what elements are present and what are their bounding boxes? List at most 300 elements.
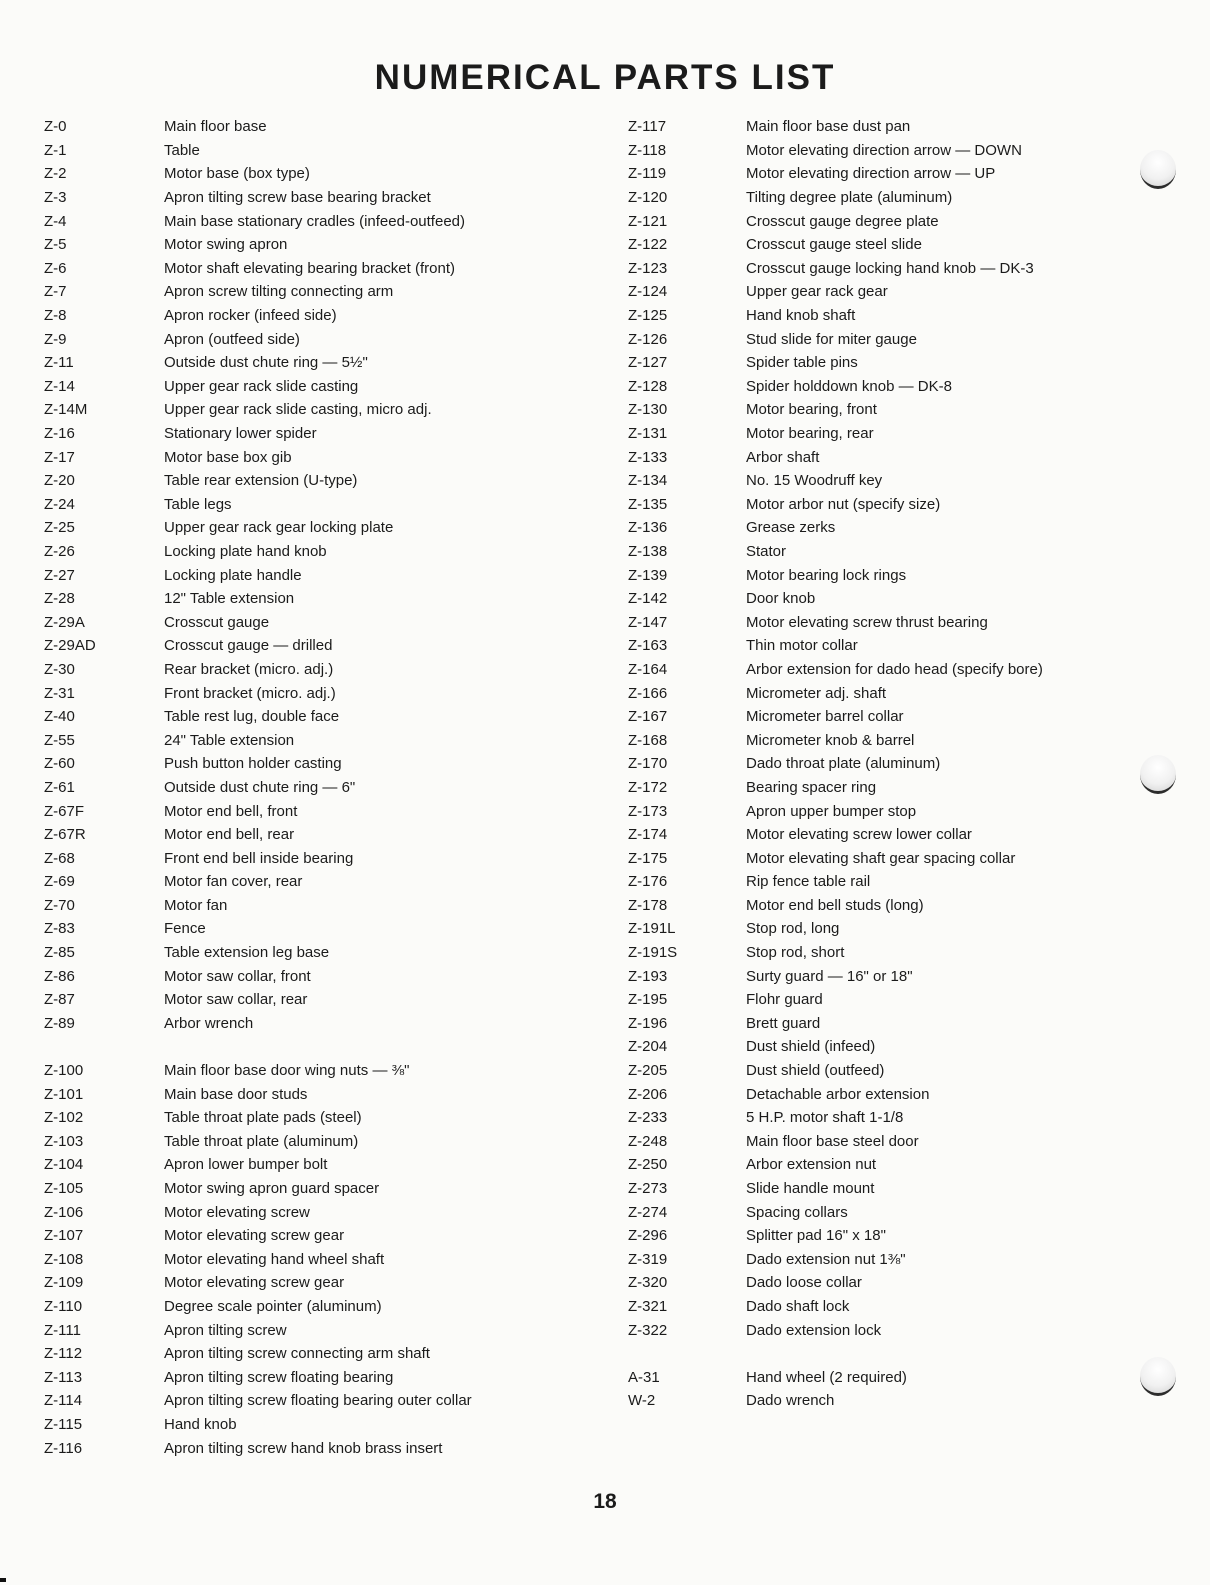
part-description: Main floor base door wing nuts — ⅜" — [164, 1062, 410, 1080]
part-number: Z-139 — [628, 566, 668, 584]
part-row — [628, 398, 1098, 422]
part-row — [44, 681, 614, 705]
part-row — [44, 728, 614, 752]
part-number: Z-4 — [44, 212, 67, 230]
page-title: NUMERICAL PARTS LIST — [374, 58, 836, 97]
part-number: Z-130 — [628, 401, 668, 419]
part-number: Z-124 — [628, 283, 668, 301]
part-number: Z-127 — [628, 354, 668, 372]
part-number: Z-83 — [44, 920, 75, 938]
part-number: Z-11 — [44, 354, 74, 372]
part-description: Table rest lug, double face — [164, 708, 340, 726]
part-description: Apron tilting screw floating bearing — [164, 1368, 394, 1386]
part-description: Motor end bell, rear — [164, 826, 295, 844]
part-row — [628, 162, 1098, 186]
part-number: Z-100 — [44, 1062, 84, 1080]
part-row — [628, 280, 1098, 304]
part-description: Upper gear rack slide casting, micro adj. — [164, 401, 432, 419]
part-row — [44, 846, 614, 870]
part-number: Z-30 — [44, 660, 75, 678]
part-description: Stationary lower spider — [164, 425, 317, 443]
part-number: Z-178 — [628, 896, 668, 914]
part-description: Brett guard — [746, 1014, 821, 1032]
part-number: Z-113 — [44, 1368, 83, 1386]
part-number: Z-1 — [44, 141, 67, 159]
binder-hole — [1140, 150, 1176, 189]
part-description: Apron rocker (infeed side) — [164, 307, 337, 325]
part-number: Z-133 — [628, 448, 668, 466]
part-number: Z-147 — [628, 613, 668, 631]
part-description: Slide handle mount — [746, 1180, 875, 1198]
part-row — [44, 422, 614, 446]
part-number: Z-320 — [628, 1274, 668, 1292]
part-description: Motor elevating direction arrow — DOWN — [746, 141, 1022, 159]
part-description: Hand wheel (2 required) — [746, 1368, 907, 1386]
part-description: Outside dust chute ring — 5½" — [164, 354, 368, 372]
part-number: Z-118 — [628, 141, 667, 159]
part-number: Z-16 — [44, 425, 75, 443]
part-row — [44, 1248, 614, 1272]
part-row — [44, 1012, 614, 1036]
part-description: Stop rod, short — [746, 944, 845, 962]
part-row — [44, 209, 614, 233]
part-description: Front bracket (micro. adj.) — [164, 684, 336, 702]
part-row — [44, 634, 614, 658]
part-number: Z-2 — [44, 165, 67, 183]
part-row — [628, 1130, 1098, 1154]
part-row — [44, 1059, 614, 1083]
part-description: Motor elevating screw thrust bearing — [746, 613, 988, 631]
part-row — [628, 941, 1098, 965]
part-description: Main floor base — [164, 118, 267, 136]
part-row — [44, 469, 614, 493]
parts-list-right-column — [628, 115, 1098, 1413]
part-number: Z-104 — [44, 1156, 84, 1174]
part-description: Motor base box gib — [164, 448, 292, 466]
part-description: Main floor base steel door — [746, 1132, 919, 1150]
scan-mark — [0, 1578, 6, 1582]
part-row — [628, 186, 1098, 210]
part-description: Crosscut gauge — [164, 613, 270, 631]
part-description: Motor base (box type) — [164, 165, 310, 183]
part-description: Main base stationary cradles (infeed-outfeed) — [164, 212, 465, 230]
part-number: A-31 — [628, 1368, 660, 1386]
part-number: Z-191L — [628, 920, 676, 938]
part-description: Outside dust chute ring — 6" — [164, 778, 356, 796]
part-number: Z-101 — [44, 1085, 84, 1103]
part-description: Motor end bell, front — [164, 802, 298, 820]
part-row — [628, 540, 1098, 564]
part-row — [628, 776, 1098, 800]
part-description: Rear bracket (micro. adj.) — [164, 660, 334, 678]
part-row — [44, 493, 614, 517]
part-row — [44, 186, 614, 210]
part-row — [628, 681, 1098, 705]
part-number: Z-0 — [44, 118, 67, 136]
part-description: Motor shaft elevating bearing bracket (front) — [164, 259, 455, 277]
part-number: Z-6 — [44, 259, 67, 277]
part-row — [628, 752, 1098, 776]
part-number: Z-167 — [628, 708, 668, 726]
part-description: Dado extension nut 1⅜" — [746, 1250, 906, 1268]
part-description: Motor bearing lock rings — [746, 566, 907, 584]
part-description: Table legs — [164, 495, 232, 513]
part-row — [44, 516, 614, 540]
part-description: Motor bearing, front — [746, 401, 877, 419]
part-number: Z-106 — [44, 1203, 84, 1221]
part-number: Z-115 — [44, 1415, 83, 1433]
part-number: Z-128 — [628, 377, 668, 395]
part-number: Z-121 — [628, 212, 668, 230]
part-row — [44, 917, 614, 941]
part-number: Z-40 — [44, 708, 75, 726]
part-row — [628, 1012, 1098, 1036]
part-description: Micrometer barrel collar — [746, 708, 904, 726]
part-description: Fence — [164, 920, 206, 938]
part-description: Table throat plate pads (steel) — [164, 1109, 362, 1127]
part-row — [628, 610, 1098, 634]
part-row — [44, 1318, 614, 1342]
part-description: Surty guard — 16" or 18" — [746, 967, 913, 985]
part-row — [44, 587, 614, 611]
part-description: Main floor base dust pan — [746, 118, 911, 136]
part-number: Z-24 — [44, 495, 75, 513]
part-number: Z-206 — [628, 1085, 668, 1103]
part-description: Motor end bell studs (long) — [746, 896, 924, 914]
part-row — [44, 375, 614, 399]
part-number: Z-61 — [44, 778, 75, 796]
part-description: Apron tilting screw hand knob brass insert — [164, 1439, 443, 1457]
part-row — [44, 1295, 614, 1319]
part-description: Arbor extension for dado head (specify bore) — [746, 660, 1043, 678]
part-row — [44, 705, 614, 729]
part-row — [628, 1177, 1098, 1201]
part-row — [628, 1200, 1098, 1224]
part-description: Spider holddown knob — DK-8 — [746, 377, 952, 395]
part-number: Z-164 — [628, 660, 668, 678]
part-number: Z-174 — [628, 826, 668, 844]
part-number: Z-322 — [628, 1321, 668, 1339]
part-row — [628, 1153, 1098, 1177]
part-number: Z-107 — [44, 1227, 84, 1245]
part-description: 12" Table extension — [164, 590, 295, 608]
part-description: Rip fence table rail — [746, 873, 871, 891]
part-description: Front end bell inside bearing — [164, 849, 354, 867]
binder-hole — [1140, 755, 1176, 794]
part-description: Apron tilting screw connecting arm shaft — [164, 1345, 430, 1363]
page-number: 18 — [593, 1490, 617, 1513]
part-row — [628, 493, 1098, 517]
part-description: Hand knob — [164, 1415, 237, 1433]
part-row — [44, 327, 614, 351]
part-row — [44, 1153, 614, 1177]
part-description: Micrometer knob & barrel — [746, 731, 915, 749]
part-row — [628, 917, 1098, 941]
part-row — [44, 1413, 614, 1437]
part-description: Motor swing apron guard spacer — [164, 1180, 380, 1198]
part-row — [628, 1389, 1098, 1413]
part-description: Spacing collars — [746, 1203, 848, 1221]
part-row — [44, 823, 614, 847]
part-description: Bearing spacer ring — [746, 778, 877, 796]
part-number: Z-114 — [44, 1392, 83, 1410]
part-row — [628, 563, 1098, 587]
part-description: Motor swing apron — [164, 236, 288, 254]
part-description: Table extension leg base — [164, 944, 330, 962]
part-description: Arbor extension nut — [746, 1156, 877, 1174]
part-description: Motor arbor nut (specify size) — [746, 495, 941, 513]
part-row — [44, 139, 614, 163]
part-number: Z-14 — [44, 377, 75, 395]
part-number: Z-26 — [44, 542, 75, 560]
part-number: Z-173 — [628, 802, 668, 820]
part-row — [44, 233, 614, 257]
part-row — [628, 351, 1098, 375]
part-row — [628, 728, 1098, 752]
part-number: Z-248 — [628, 1132, 668, 1150]
part-description: Apron upper bumper stop — [746, 802, 917, 820]
part-number: Z-112 — [44, 1345, 83, 1363]
part-row — [44, 304, 614, 328]
part-number: Z-3 — [44, 189, 67, 207]
part-number: Z-170 — [628, 755, 668, 773]
parts-list-left-column — [44, 115, 614, 1460]
part-row — [44, 658, 614, 682]
part-number: Z-296 — [628, 1227, 668, 1245]
part-number: Z-176 — [628, 873, 668, 891]
part-number: Z-319 — [628, 1250, 668, 1268]
part-row — [628, 1082, 1098, 1106]
part-row — [628, 469, 1098, 493]
part-number: Z-193 — [628, 967, 668, 985]
part-row — [44, 445, 614, 469]
part-row — [44, 1082, 614, 1106]
part-row — [44, 941, 614, 965]
part-row — [628, 375, 1098, 399]
part-description: Thin motor collar — [746, 637, 858, 655]
part-number: Z-105 — [44, 1180, 84, 1198]
part-row — [44, 1177, 614, 1201]
part-description: Motor elevating screw gear — [164, 1227, 345, 1245]
part-row — [628, 209, 1098, 233]
part-number: Z-67F — [44, 802, 85, 820]
part-description: Motor elevating direction arrow — UP — [746, 165, 996, 183]
part-row — [628, 823, 1098, 847]
part-row — [44, 988, 614, 1012]
part-description: Table — [164, 141, 200, 159]
part-number: Z-123 — [628, 259, 668, 277]
part-description: Motor saw collar, rear — [164, 991, 308, 1009]
part-row — [44, 610, 614, 634]
part-row — [628, 1248, 1098, 1272]
part-description: Degree scale pointer (aluminum) — [164, 1297, 382, 1315]
part-description: Motor elevating screw lower collar — [746, 826, 972, 844]
part-description: Apron screw tilting connecting arm — [164, 283, 394, 301]
part-description: Main base door studs — [164, 1085, 308, 1103]
part-number: Z-85 — [44, 944, 75, 962]
part-description: Dust shield (infeed) — [746, 1038, 876, 1056]
part-row — [628, 233, 1098, 257]
part-description: Locking plate hand knob — [164, 542, 327, 560]
part-number: Z-9 — [44, 330, 67, 348]
binder-hole — [1140, 1357, 1176, 1396]
part-number: Z-204 — [628, 1038, 668, 1056]
part-description: Hand knob shaft — [746, 307, 856, 325]
part-row — [44, 115, 614, 139]
part-row — [628, 115, 1098, 139]
part-description: Dado wrench — [746, 1392, 835, 1410]
part-description: Crosscut gauge — drilled — [164, 637, 333, 655]
part-description: Motor fan — [164, 896, 228, 914]
part-description: No. 15 Woodruff key — [746, 472, 883, 490]
part-description: Upper gear rack gear locking plate — [164, 519, 394, 537]
part-description: Crosscut gauge steel slide — [746, 236, 922, 254]
part-description: Upper gear rack gear — [746, 283, 888, 301]
part-row — [44, 870, 614, 894]
part-description: Apron (outfeed side) — [164, 330, 300, 348]
part-description: Detachable arbor extension — [746, 1085, 930, 1103]
part-row — [44, 1342, 614, 1366]
part-row — [628, 1224, 1098, 1248]
part-description: Motor elevating screw gear — [164, 1274, 345, 1292]
part-row — [628, 304, 1098, 328]
part-number: Z-109 — [44, 1274, 84, 1292]
part-number: Z-68 — [44, 849, 75, 867]
part-number: Z-196 — [628, 1014, 668, 1032]
part-number: Z-168 — [628, 731, 668, 749]
part-row — [628, 257, 1098, 281]
part-number: Z-116 — [44, 1439, 83, 1457]
part-number: Z-195 — [628, 991, 668, 1009]
part-row — [44, 1389, 614, 1413]
part-description: Apron tilting screw — [164, 1321, 287, 1339]
part-row — [44, 776, 614, 800]
part-description: Upper gear rack slide casting — [164, 377, 359, 395]
part-description: Stop rod, long — [746, 920, 840, 938]
part-number: Z-69 — [44, 873, 75, 891]
part-description: Motor elevating screw — [164, 1203, 310, 1221]
part-row — [628, 422, 1098, 446]
part-number: Z-117 — [628, 118, 667, 136]
part-row — [44, 1271, 614, 1295]
part-number: Z-120 — [628, 189, 668, 207]
part-description: Flohr guard — [746, 991, 823, 1009]
part-description: Grease zerks — [746, 519, 836, 537]
part-number: Z-119 — [628, 165, 667, 183]
part-row — [628, 870, 1098, 894]
part-description: Table rear extension (U-type) — [164, 472, 358, 490]
part-number: Z-17 — [44, 448, 75, 466]
part-number: Z-126 — [628, 330, 668, 348]
part-description: Apron lower bumper bolt — [164, 1156, 328, 1174]
part-number: Z-27 — [44, 566, 75, 584]
part-row — [628, 327, 1098, 351]
part-description: Motor elevating hand wheel shaft — [164, 1250, 385, 1268]
part-description: 24" Table extension — [164, 731, 295, 749]
part-row — [44, 1106, 614, 1130]
part-number: Z-55 — [44, 731, 75, 749]
part-number: Z-138 — [628, 542, 668, 560]
part-row — [628, 1059, 1098, 1083]
part-description: Dado extension lock — [746, 1321, 882, 1339]
part-description: Splitter pad 16" x 18" — [746, 1227, 886, 1245]
part-description: Apron tilting screw base bearing bracket — [164, 189, 431, 207]
part-description: Door knob — [746, 590, 816, 608]
part-row — [628, 964, 1098, 988]
part-number: Z-250 — [628, 1156, 668, 1174]
part-row — [628, 587, 1098, 611]
part-row — [44, 1224, 614, 1248]
part-number: W-2 — [628, 1392, 656, 1410]
part-description: Tilting degree plate (aluminum) — [746, 189, 953, 207]
part-description: Motor bearing, rear — [746, 425, 874, 443]
part-row — [628, 516, 1098, 540]
part-row — [44, 1130, 614, 1154]
part-number: Z-134 — [628, 472, 668, 490]
part-number: Z-29A — [44, 613, 85, 631]
part-number: Z-5 — [44, 236, 67, 254]
part-description: Crosscut gauge degree plate — [746, 212, 939, 230]
list-spacer — [628, 1342, 1098, 1366]
list-spacer — [44, 1035, 614, 1059]
part-number: Z-172 — [628, 778, 668, 796]
part-number: Z-103 — [44, 1132, 84, 1150]
part-number: Z-131 — [628, 425, 668, 443]
part-number: Z-136 — [628, 519, 668, 537]
part-description: Micrometer adj. shaft — [746, 684, 887, 702]
part-number: Z-60 — [44, 755, 75, 773]
part-description: Arbor wrench — [164, 1014, 254, 1032]
part-number: Z-142 — [628, 590, 668, 608]
part-number: Z-163 — [628, 637, 668, 655]
part-description: Table throat plate (aluminum) — [164, 1132, 359, 1150]
part-row — [628, 1106, 1098, 1130]
part-number: Z-233 — [628, 1109, 668, 1127]
part-number: Z-25 — [44, 519, 75, 537]
part-row — [44, 1365, 614, 1389]
part-number: Z-125 — [628, 307, 668, 325]
part-number: Z-8 — [44, 307, 67, 325]
part-row — [44, 540, 614, 564]
part-number: Z-111 — [44, 1321, 81, 1339]
part-number: Z-102 — [44, 1109, 84, 1127]
part-number: Z-205 — [628, 1062, 668, 1080]
part-row — [44, 964, 614, 988]
part-row — [628, 139, 1098, 163]
part-row — [628, 1318, 1098, 1342]
part-description: Stator — [746, 542, 787, 560]
part-row — [44, 257, 614, 281]
part-description: Spider table pins — [746, 354, 858, 372]
part-description: Dado shaft lock — [746, 1297, 850, 1315]
part-description: Dado loose collar — [746, 1274, 862, 1292]
part-row — [44, 162, 614, 186]
part-row — [628, 634, 1098, 658]
part-number: Z-87 — [44, 991, 75, 1009]
part-number: Z-274 — [628, 1203, 668, 1221]
part-row — [628, 799, 1098, 823]
part-description: Motor fan cover, rear — [164, 873, 303, 891]
part-row — [628, 705, 1098, 729]
part-row — [44, 398, 614, 422]
part-number: Z-20 — [44, 472, 75, 490]
part-row — [44, 1436, 614, 1460]
part-row — [628, 1295, 1098, 1319]
part-description: Apron tilting screw floating bearing outer collar — [164, 1392, 472, 1410]
part-row — [44, 280, 614, 304]
part-row — [44, 894, 614, 918]
part-row — [44, 1200, 614, 1224]
